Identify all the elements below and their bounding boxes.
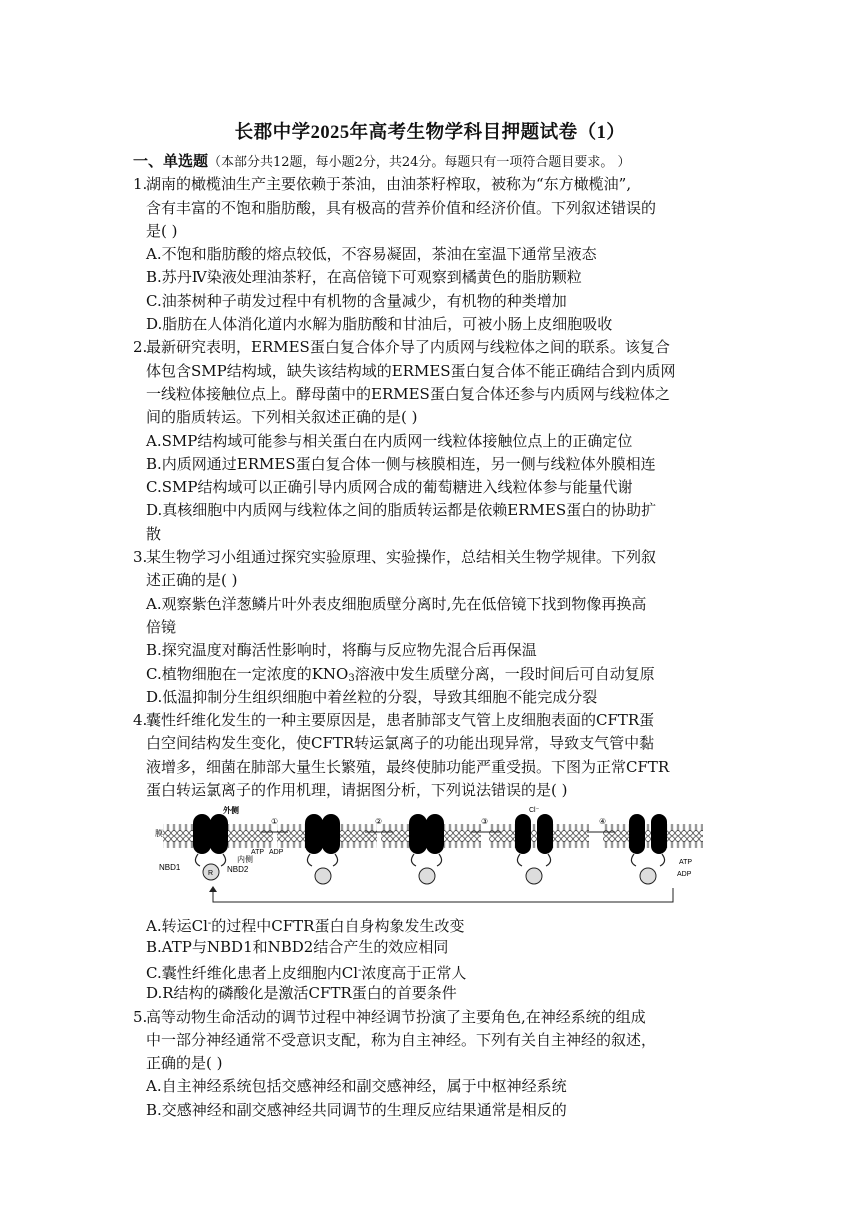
- question-stem-line: 间的脂质转运。下列相关叙述正确的是( ): [146, 408, 418, 427]
- question-stem-line: 中一部分神经通常不受意识支配，称为自主神经。下列有关自主神经的叙述，: [146, 1030, 657, 1049]
- option-a: A.不饱和脂肪酸的熔点较低，不容易凝固，茶油在室温下通常呈液态: [146, 245, 597, 264]
- question-stem-line: 白空间结构发生变化，使CFTR转运氯离子的功能出现异常，导致支气管中黏: [146, 734, 655, 753]
- option-b: B.苏丹Ⅳ染液处理油茶籽，在高倍镜下可观察到橘黄色的脂肪颗粒: [146, 268, 582, 287]
- option-d: D.脂肪在人体消化道内水解为脂肪酸和甘油后，可被小肠上皮细胞吸收: [146, 315, 613, 334]
- question-stem-line: 高等动物生命活动的调节过程中神经调节扮演了主要角色,在神经系统的组成: [146, 1007, 646, 1026]
- question-5: [133, 1006, 733, 1122]
- step-2-label: ②: [375, 817, 383, 827]
- question-stem-line: 囊性纤维化发生的一种主要原因是，患者肺部支气管上皮细胞表面的CFTR蛋: [146, 711, 655, 730]
- question-stem-line: 液增多，细菌在肺部大量生长繁殖，最终使肺功能严重受损。下图为正常CFTR: [146, 757, 670, 776]
- exam-content: [133, 150, 733, 1122]
- membrane-label: 膜: [155, 829, 163, 839]
- option-a: A.观察紫色洋葱鳞片叶外表皮细胞质壁分离时,先在低倍镜下找到物像再换高: [146, 594, 647, 613]
- option-a: A.转运Cl-的过程中CFTR蛋白自身构象发生改变: [146, 917, 465, 936]
- atp-label: ATP: [251, 849, 265, 857]
- option-d: D.R结构的磷酸化是激活CFTR蛋白的首要条件: [146, 984, 457, 1003]
- option-a: A.自主神经系统包括交感神经和副交感神经，属于中枢神经系统: [146, 1077, 567, 1096]
- question-stem-line: 蛋白转运氯离子的作用机理，请据图分析，下列说法错误的是( ): [146, 781, 568, 800]
- question-1: [133, 173, 733, 336]
- atp-label-right: ATP: [679, 859, 693, 867]
- nbd2-label: NBD2: [227, 865, 249, 875]
- section-header: [133, 150, 733, 173]
- question-stem-line: 湖南的橄榄油生产主要依赖于茶油，由油茶籽榨取，被称为“东方橄榄油”,: [146, 175, 632, 194]
- question-stem-line: 述正确的是( ): [146, 571, 238, 590]
- option-c: C.植物细胞在一定浓度的$KNO_3$溶液中发生质壁分离，一段时间后可自动复原: [146, 664, 655, 684]
- cftr-diagram: [153, 806, 713, 906]
- inside-label: 内侧: [237, 855, 253, 865]
- step-4-label: ④: [599, 817, 607, 827]
- question-3: [133, 546, 733, 709]
- option-c: C.油茶树种子萌发过程中有机物的含量减少，有机物的种类增加: [146, 291, 567, 310]
- nbd-domains: [195, 854, 664, 866]
- option-c: C.囊性纤维化患者上皮细胞内Cl-浓度高于正常人: [146, 963, 467, 982]
- question-stem-line: 是( ): [146, 221, 178, 240]
- outside-label: 外侧: [223, 806, 239, 816]
- option-b: B.ATP与NBD1和NBD2结合产生的效应相同: [146, 937, 449, 956]
- option-a-continued: 倍镜: [146, 617, 177, 636]
- option-c: C.SMP结构域可以正确引导内质网合成的葡萄糖进入线粒体参与能量代谢: [146, 478, 633, 497]
- r-domains: [203, 864, 656, 884]
- question-stem-line: 某生物学习小组通过探究实验原理、实验操作，总结相关生物学规律。下列叙: [146, 548, 657, 567]
- question-number: 5.: [133, 1007, 148, 1026]
- question-stem-line: 正确的是( ): [146, 1054, 223, 1073]
- page-title: 长郡中学2025年高考生物学科目押题试卷（1）: [234, 123, 626, 143]
- question-number: 3.: [133, 548, 148, 567]
- step-3-label: ③: [481, 817, 489, 827]
- question-number: 2.: [133, 338, 148, 357]
- option-d: D.真核细胞中内质网与线粒体之间的脂质转运都是依赖ERMES蛋白的协助扩: [146, 501, 657, 520]
- question-stem-line: 体包含SMP结构域，缺失该结构域的ERMES蛋白复合体不能正确结合到内质网: [146, 361, 676, 380]
- question-stem-line: 含有丰富的不饱和脂肪酸，具有极高的营养价值和经济价值。下列叙述错误的: [146, 198, 657, 217]
- question-stem-line: 最新研究表明，ERMES蛋白复合体介导了内质网与线粒体之间的联系。该复合: [146, 338, 670, 357]
- adp-label: ADP: [269, 849, 284, 857]
- option-b: B.内质网通过ERMES蛋白复合体一侧与核膜相连，另一侧与线粒体外膜相连: [146, 454, 656, 473]
- option-d: D.低温抑制分生组织细胞中着丝粒的分裂，导致其细胞不能完成分裂: [146, 687, 598, 706]
- question-2: [133, 336, 733, 546]
- option-b: B.探究温度对酶活性影响时，将酶与反应物先混合后再保温: [146, 641, 537, 660]
- section-note: （本部分共12题，每小题2分，共24分。每题只有一项符合题目要求。 ）: [208, 155, 631, 170]
- question-4: [133, 709, 733, 1005]
- r-label: R: [208, 870, 214, 878]
- question-stem-line: 一线粒体接触位点上。酵母菌中的ERMES蛋白复合体还参与内质网与线粒体之: [146, 384, 670, 403]
- question-number: 1.: [133, 175, 148, 194]
- nbd1-label: NBD1: [159, 863, 181, 873]
- option-d-continued: 散: [146, 524, 162, 543]
- question-number: 4.: [133, 711, 148, 730]
- cl-label: Cl⁻: [529, 807, 540, 815]
- option-a: A.SMP结构域可能参与相关蛋白在内质网一线粒体接触位点上的正确定位: [146, 431, 633, 450]
- section-heading: 一、单选题: [133, 152, 209, 170]
- adp-label-right: ADP: [677, 871, 692, 879]
- cftr-mechanism-figure: [153, 806, 733, 906]
- option-b: B.交感神经和副交感神经共同调节的生理反应结果通常是相反的: [146, 1100, 567, 1119]
- cycle-arrow: [213, 888, 673, 902]
- step-1-label: ①: [271, 817, 279, 827]
